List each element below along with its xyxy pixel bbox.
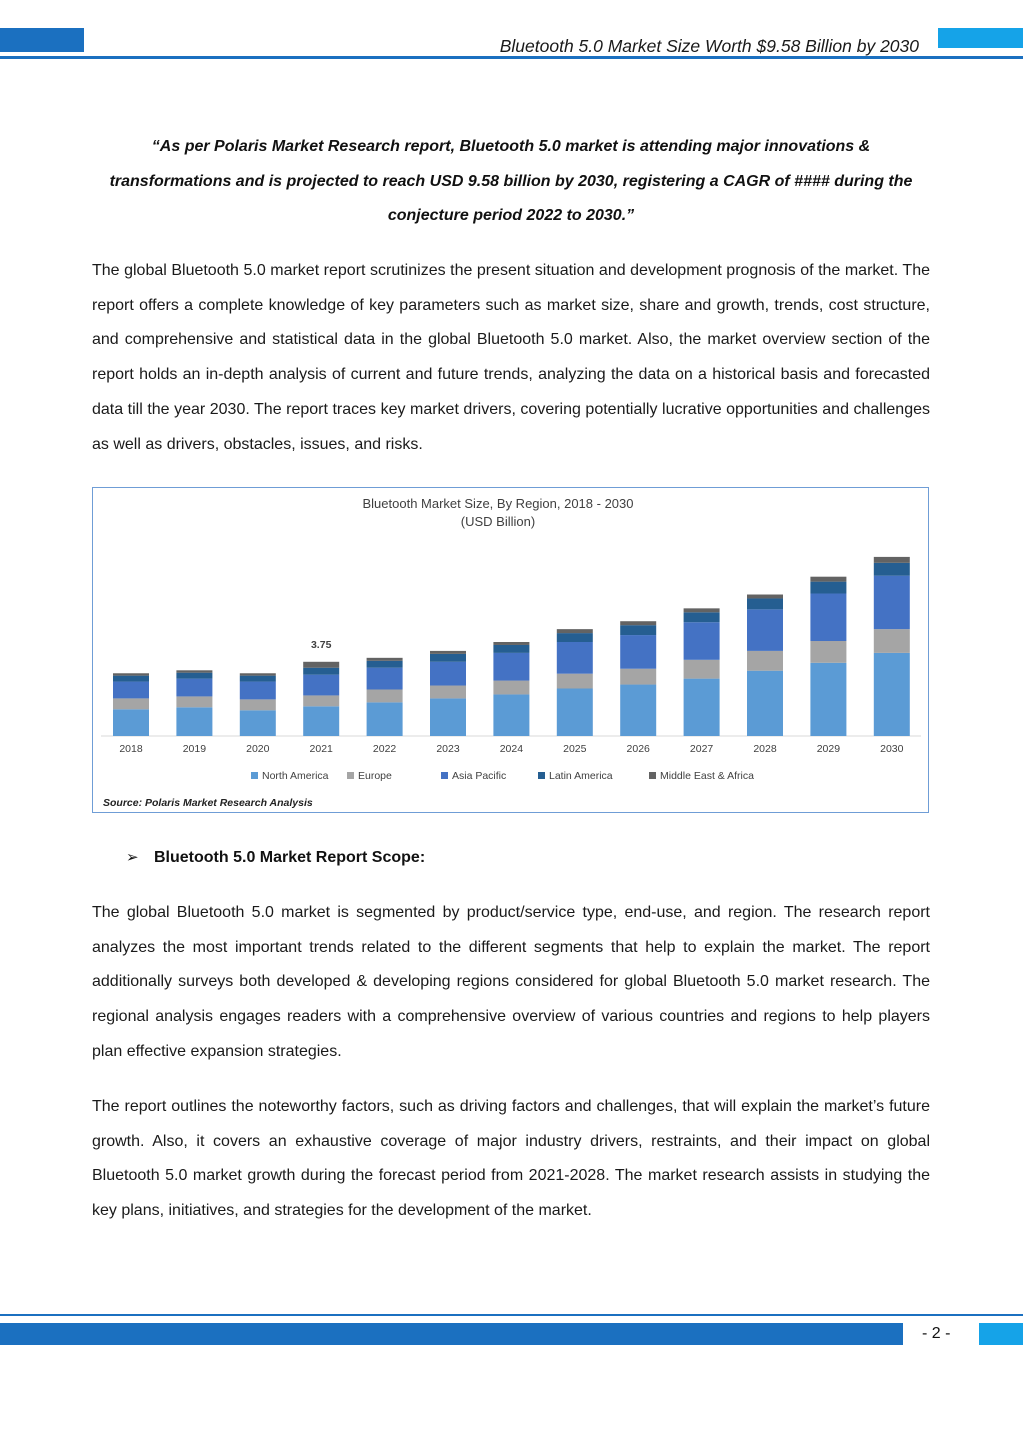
bar-2030-series-2 <box>874 576 910 629</box>
bar-2018-series-3 <box>113 676 149 682</box>
bar-2024-series-2 <box>493 653 529 681</box>
bar-2021-series-4 <box>303 662 339 668</box>
bar-2024-series-4 <box>493 642 529 645</box>
footer-rule <box>0 1314 1023 1316</box>
header-accent-left <box>0 28 84 52</box>
bar-2019-series-1 <box>176 696 212 707</box>
bar-2023-series-0 <box>430 698 466 736</box>
bar-2026-series-0 <box>620 685 656 736</box>
paragraph-growth-factors: The report outlines the noteworthy factors, such as driving factors and challenges, that will explain the market’s future growth. Also, it covers an exhaustive coverage of major industry drivers, restraints, and their impact on global Bluetooth 5.0 market growth during the forecast period from 2021-2028. The market research assists in studying the key plans, initiatives, and strategies for the development of the market. <box>92 1098 930 1220</box>
legend-label: Middle East & Africa <box>660 770 754 782</box>
bar-2018-series-0 <box>113 709 149 736</box>
header-title: Bluetooth 5.0 Market Size Worth $9.58 Billion by 2030 <box>499 36 919 56</box>
bar-2028-series-3 <box>747 598 783 609</box>
bar-2024-series-1 <box>493 681 529 695</box>
x-tick-label: 2020 <box>246 743 270 755</box>
legend-swatch <box>649 772 656 779</box>
legend-swatch <box>441 772 448 779</box>
legend-swatch <box>347 772 354 779</box>
header-accent-right <box>938 28 1023 48</box>
bar-2020-series-0 <box>240 710 276 736</box>
bar-2021-series-3 <box>303 668 339 675</box>
bar-2021-series-2 <box>303 675 339 696</box>
footer-accent-bar <box>0 1323 903 1345</box>
bar-2022-series-1 <box>367 689 403 702</box>
paragraph-overview: The global Bluetooth 5.0 market report scrutinizes the present situation and development prognosis of the market. The report offers a complete knowledge of key parameters such as market size, share and growth, trends, cost structure, and comprehensive and statistical data in the global Bluetooth 5.0 market. Also, the market overview section of the report holds an in-depth analysis of current and future trends, analyzing the data on a historical basis and forecasted data till the year 2030. The report traces key market drivers, covering potentially lucrative opportunities and challenges as well as drivers, obstacles, issues, and risks. <box>92 262 930 453</box>
bar-2019-series-0 <box>176 707 212 736</box>
legend-label: Latin America <box>549 770 613 782</box>
bar-2026-series-4 <box>620 621 656 625</box>
x-tick-label: 2021 <box>309 743 333 755</box>
bar-2029-series-1 <box>810 641 846 663</box>
chart-figure <box>92 487 929 813</box>
arrow-bullet-icon: ➢ <box>126 849 139 866</box>
x-tick-label: 2028 <box>753 743 777 755</box>
bar-2021-series-0 <box>303 706 339 736</box>
bar-2022-series-2 <box>367 668 403 690</box>
bar-2022-series-4 <box>367 658 403 661</box>
footer-accent-right <box>979 1323 1023 1345</box>
bar-2030-series-1 <box>874 629 910 653</box>
intro-quote: “As per Polaris Market Research report, Bluetooth 5.0 market is attending major innovations & transformations and is projected to reach USD 9.58 billion by 2030, registering a CAGR of #### during the conjecture period 2022 to 2030.” <box>109 138 913 224</box>
bar-2025-series-4 <box>557 629 593 633</box>
chart-title: Bluetooth Market Size, By Region, 2018 - 2030 <box>362 496 634 511</box>
bar-2027-series-4 <box>684 608 720 612</box>
x-tick-label: 2029 <box>816 743 841 755</box>
legend-label: Asia Pacific <box>452 770 507 782</box>
bar-2028-series-4 <box>747 595 783 599</box>
bar-2029-series-2 <box>810 594 846 641</box>
bar-2020-series-2 <box>240 682 276 700</box>
bar-2018-series-4 <box>113 673 149 675</box>
bar-2025-series-2 <box>557 642 593 674</box>
bar-2025-series-0 <box>557 689 593 736</box>
legend-label: North America <box>262 770 329 782</box>
bar-2024-series-0 <box>493 694 529 736</box>
page-number: - 2 - <box>922 1325 951 1342</box>
bar-2019-series-2 <box>176 679 212 697</box>
bar-2020-series-4 <box>240 673 276 675</box>
paragraph-segmentation: The global Bluetooth 5.0 market is segmented by product/service type, end-use, and region. The research report analyzes the most important trends related to the different segments that help to explain the market. The report additionally surveys both developed & developing regions considered for global Bluetooth 5.0 market research. The regional analysis engages readers with a comprehensive overview of various countries and regions to help players plan effective expansion strategies. <box>92 904 930 1060</box>
bar-2023-series-2 <box>430 662 466 686</box>
bar-2030-series-0 <box>874 653 910 736</box>
bar-2027-series-1 <box>684 660 720 679</box>
bar-2027-series-2 <box>684 622 720 660</box>
x-tick-label: 2027 <box>689 743 714 755</box>
bar-2019-series-4 <box>176 670 212 672</box>
bar-2019-series-3 <box>176 673 212 679</box>
bar-2025-series-1 <box>557 674 593 689</box>
x-tick-label: 2024 <box>499 743 524 755</box>
bar-2030-series-3 <box>874 563 910 576</box>
bar-2021-series-1 <box>303 695 339 706</box>
bar-2018-series-2 <box>113 682 149 699</box>
bar-2018-series-1 <box>113 698 149 709</box>
bar-2030-series-4 <box>874 557 910 563</box>
chart-x-tick-labels <box>119 743 903 755</box>
data-label: 3.75 <box>310 638 332 651</box>
legend-label: Europe <box>358 770 392 782</box>
scope-heading-row <box>126 848 425 867</box>
x-tick-label: 2026 <box>626 743 650 755</box>
bar-2020-series-3 <box>240 676 276 682</box>
x-tick-label: 2019 <box>182 743 207 755</box>
chart-annotations <box>311 639 332 651</box>
bar-2027-series-3 <box>684 612 720 622</box>
bar-2023-series-3 <box>430 654 466 662</box>
bar-2025-series-3 <box>557 633 593 642</box>
x-tick-label: 2022 <box>372 743 397 755</box>
scope-heading: Bluetooth 5.0 Market Report Scope: <box>154 849 426 866</box>
x-tick-label: 2018 <box>119 743 143 755</box>
x-tick-label: 2030 <box>880 743 904 755</box>
stacked-bar-chart <box>93 488 927 811</box>
bar-2028-series-0 <box>747 671 783 736</box>
bar-2026-series-2 <box>620 635 656 669</box>
bar-2026-series-3 <box>620 625 656 635</box>
bar-2026-series-1 <box>620 669 656 685</box>
chart-legend <box>251 770 754 782</box>
bar-2029-series-4 <box>810 577 846 582</box>
bar-2024-series-3 <box>493 645 529 653</box>
x-tick-label: 2025 <box>563 743 587 755</box>
chart-bars <box>113 557 910 736</box>
header-rule <box>0 56 1023 59</box>
bar-2027-series-0 <box>684 679 720 736</box>
bar-2023-series-1 <box>430 686 466 699</box>
bar-2020-series-1 <box>240 699 276 710</box>
bar-2022-series-3 <box>367 661 403 668</box>
chart-subtitle: (USD Billion) <box>460 514 536 529</box>
bar-2022-series-0 <box>367 702 403 736</box>
bar-2029-series-0 <box>810 663 846 736</box>
x-tick-label: 2023 <box>436 743 460 755</box>
legend-swatch <box>251 772 258 779</box>
chart-source: Source: Polaris Market Research Analysis <box>103 797 313 809</box>
bar-2023-series-4 <box>430 651 466 654</box>
legend-swatch <box>538 772 545 779</box>
bar-2028-series-1 <box>747 651 783 671</box>
bar-2029-series-3 <box>810 582 846 594</box>
bar-2028-series-2 <box>747 609 783 651</box>
